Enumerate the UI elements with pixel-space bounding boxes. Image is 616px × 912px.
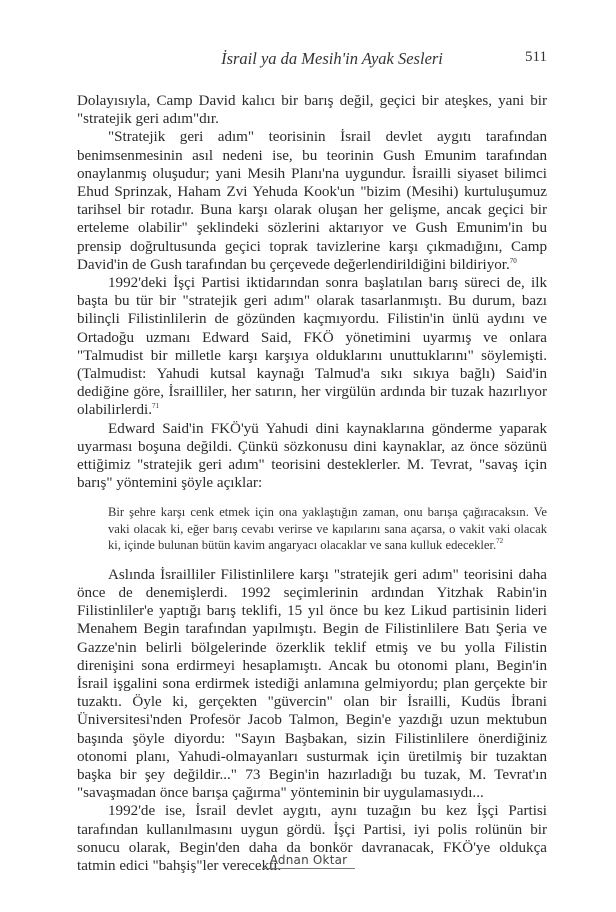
footnote-ref-70: 70 [509, 256, 517, 265]
body-text [77, 92, 547, 875]
paragraph-3: 1992'deki İşçi Partisi iktidarından sonra başlatılan barış süreci de, ilk başta bu tür bir "stratejik geri adım" olarak tasarlanmıştı. Bu durum, bazı bilinçli Filistinlilerin de gözünden kaçmıyordu. Filistin'in ünlü aydını ve Ortadoğu uzmanı Edward Said, FKÖ yönetimini uyarmış ve onlara "Talmudist bir milletle karşı karşıya olduklarını unuttuklarını" söylemişti. (Talmudist: Yahudi kutsal kaynağı Talmud'a sıkı sıkıya bağlı) Said'in dediğine göre, İsrailliler, her satırın, her virgülün ardında bir tuzak hazırlıyor olabilirlerdi.$^{71}$ [77, 275, 547, 419]
paragraph-4: Edward Said'in FKÖ'yü Yahudi dini kaynaklarına gönderme yaparak uyarması boşuna değildi. Çünkü sözkonusu dini kaynaklar, az önce sözünü ettiğimiz "stratejik geri adım" teorisini desteklerler. M. Tevrat, "savaş için barış" yöntemini şöyle açıklar: [77, 420, 547, 492]
footnote-ref-72: 72 [496, 537, 504, 546]
running-header [77, 49, 547, 71]
page-number: 511 [525, 49, 547, 65]
paragraph-6: 1992'de ise, İsrail devlet aygıtı, aynı tuzağın bu kez İşçi Partisi tarafından kullanılmasını uygun gördü. İşçi Partisi, iyi polis rolünün bir sonucu olarak, Begin'den daha da bonkör davranacak, FKÖ'ye oldukça tatmin edici "bahşiş"ler verecekti. [77, 803, 547, 874]
footer-author: Adnan Oktar [262, 852, 355, 869]
paragraph-2: "Stratejik geri adım" teorisinin İsrail devlet aygıtı tarafından benimsenmesinin asıl nedeni ise, bu teorinin Gush Emunim tarafından onaylanmış oluşudur; yani Mesih Planı'na uygundur. İsrailli siyaset bilimci Ehud Sprinzak, Haham Zvi Yehuda Kook'un "bizim (Mesihi) kurtuluşumuz tarihsel bir rotadır. Buna karşı olarak oluşan her gelişme, ancak geçici bir erteleme olabilir" şeklindeki sözlerini aktarıyor ve Gush Emunim'in bu prensip doğrultusunda geçici toprak tavizlerine karşı çıkmadığını, Camp David'in de Gush tarafından bu çerçevede değerlendirildiğini bildiriyor.$^{70}$ [77, 129, 547, 273]
footnote-ref-71: 71 [152, 402, 160, 411]
paragraph-5: Aslında İsrailliler Filistinlilere karşı "stratejik geri adım" teorisini daha önce de denemişlerdi. 1992 seçimlerinin ardından Yitzhak Rabin'in Filistinliler'e yaptığı barış teklifi, 15 yıl önce bu kez Likud partisinin lideri Menahem Begin tarafından yapılmıştı. Begin de Filistinlilere Batı Şeria ve Gazze'nin belirli bölgelerinde özerklik teklif etmiş ve bu yolla Filistin direnişini sona erdirmeyi hesaplamıştı. Ancak bu otonomi planı, Begin'in İsrail işgalini sona erdirmek istediği anlamına gelmiyordu; plan gerçekte bir tuzaktı. Öyle ki, gerçekten "güvercin" olan bir İsrailli, Kudüs İbrani Üniversitesi'nden Profesör Jacob Talmon, Begin'e yazdığı uzun mektubun başında şöyle diyordu: "Sayın Başbakan, sizin Filistinlilere önerdiğiniz otonomi planı, Yahudi-olmayanları susturmak için üretilmiş bir tuzaktan başka bir şey değildir..." 73 Begin'in hazırladığı bu tuzak, M. Tevrat'ın "savaşmadan önce barışa çağırma" yönteminin bir uygulamasıydı... [77, 566, 547, 802]
header-title: İsrail ya da Mesih'in Ayak Sesleri [221, 49, 443, 68]
blockquote: Bir şehre karşı cenk etmek için ona yaklaştığın zaman, onu barışa çağıracaksın. Ve vaki olacak ki, eğer barış cevabı verirse ve kapılarını sana açarsa, o vakit vaki olacak ki, içinde bulunan bütün kavim angaryacı olacaklar ve sana kulluk edecekler.$^{72}$ [108, 505, 547, 553]
paragraph-1: Dolayısıyla, Camp David kalıcı bir barış değil, geçici bir ateşkes, yani bir "stratejik geri adım"dır. [77, 93, 547, 128]
